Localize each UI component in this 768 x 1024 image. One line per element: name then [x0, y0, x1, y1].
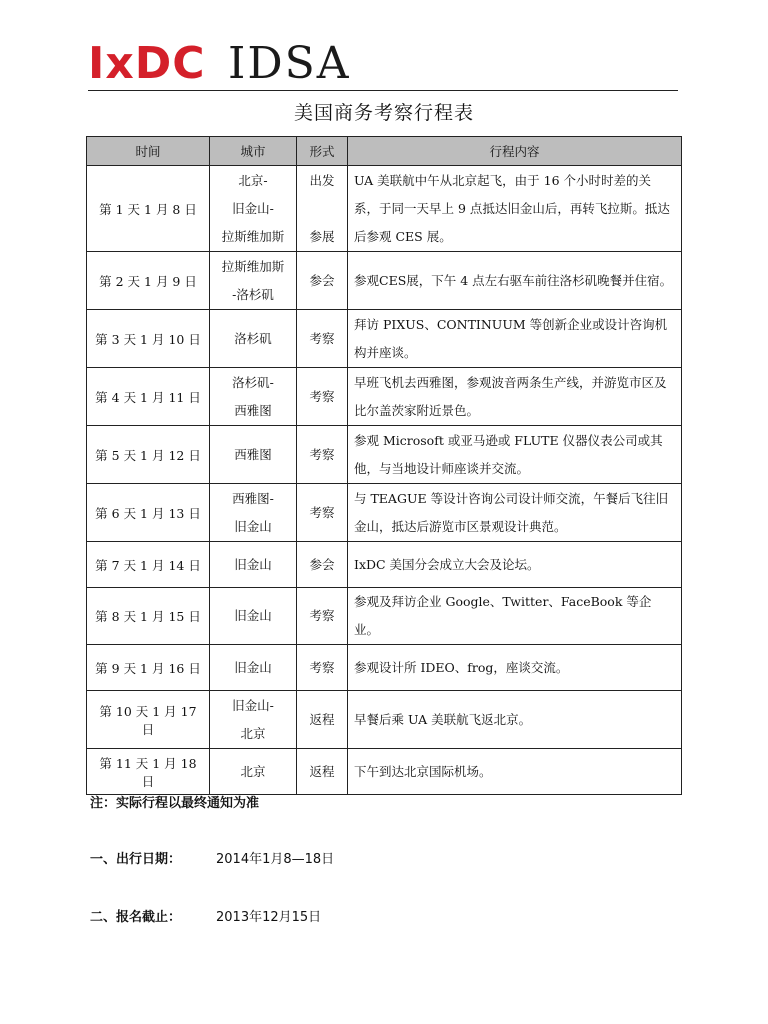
info-line-deadline: [90, 906, 322, 925]
cell-form: [297, 645, 348, 691]
city-line: 北京: [240, 763, 266, 779]
column-header-content: 行程内容: [348, 137, 682, 166]
form-line: 参会: [309, 556, 335, 572]
cell-content: 参观 Microsoft 或亚马逊或 FLUTE 仪器仪表公司或其他，与当地设计师座谈并交流。: [348, 426, 682, 484]
city-line: 旧金山: [234, 518, 272, 534]
cell-content: 参观及拜访企业 Google、Twitter、FaceBook 等企业。: [348, 588, 682, 645]
itinerary-table: [86, 136, 682, 795]
cell-content: IxDC 美国分会成立大会及论坛。: [348, 542, 682, 588]
city-line: 拉斯维加斯: [221, 228, 285, 244]
cell-city: [210, 368, 297, 426]
cell-form: [297, 542, 348, 588]
cell-content: 下午到达北京国际机场。: [348, 749, 682, 795]
cell-city: [210, 588, 297, 645]
cell-city: [210, 426, 297, 484]
cell-time: 第 11 天 1 月 18 日: [87, 749, 210, 795]
city-line: 西雅图: [234, 402, 272, 418]
idsa-logo: IDSA: [228, 38, 351, 89]
cell-content: 早餐后乘 UA 美联航飞返北京。: [348, 691, 682, 749]
cell-form: [297, 749, 348, 795]
form-line: 返程: [309, 711, 335, 727]
table-row: [87, 588, 682, 645]
cell-time: 第 6 天 1 月 13 日: [87, 484, 210, 542]
form-line: 出发: [309, 172, 335, 188]
table-row: [87, 252, 682, 310]
cell-content: 与 TEAGUE 等设计咨询公司设计师交流，午餐后飞往旧金山，抵达后游览市区景观设计典范。: [348, 484, 682, 542]
form-line: 参会: [309, 272, 335, 288]
info-line-departure: [90, 848, 335, 867]
cell-time: 第 3 天 1 月 10 日: [87, 310, 210, 368]
city-line: 旧金山-: [232, 697, 274, 713]
info-value: 2014年1月8—18日: [216, 852, 335, 867]
ixdc-logo: IxDC: [88, 38, 206, 89]
form-line: 考察: [309, 388, 335, 404]
table-header-row: [87, 137, 682, 166]
info-value: 2013年12月15日: [216, 910, 322, 925]
itinerary-note: 注：实际行程以最终通知为准: [90, 796, 260, 811]
cell-city: [210, 749, 297, 795]
form-line: 考察: [309, 446, 335, 462]
form-line: 考察: [309, 504, 335, 520]
cell-city: [210, 310, 297, 368]
cell-city: [210, 542, 297, 588]
logo-bar: [88, 38, 688, 89]
city-line: 拉斯维加斯: [221, 258, 285, 274]
city-line: 西雅图: [234, 446, 272, 462]
info-label: 一、出行日期：: [90, 852, 182, 867]
cell-form: [297, 310, 348, 368]
cell-content: UA 美联航中午从北京起飞，由于 16 个小时时差的关系，于同一天早上 9 点抵达旧金山后，再转飞拉斯。抵达后参观 CES 展。: [348, 166, 682, 252]
cell-time: 第 2 天 1 月 9 日: [87, 252, 210, 310]
cell-time: 第 7 天 1 月 14 日: [87, 542, 210, 588]
table-row: [87, 542, 682, 588]
column-header-form: 形式: [297, 137, 348, 166]
cell-form: [297, 166, 348, 252]
cell-form: [297, 691, 348, 749]
cell-content: 参观CES展，下午 4 点左右驱车前往洛杉矶晚餐并住宿。: [348, 252, 682, 310]
form-line: 参展: [309, 228, 335, 244]
cell-time: 第 4 天 1 月 11 日: [87, 368, 210, 426]
cell-city: [210, 691, 297, 749]
cell-time: 第 10 天 1 月 17 日: [87, 691, 210, 749]
city-line: 旧金山: [234, 556, 272, 572]
cell-form: [297, 252, 348, 310]
cell-form: [297, 368, 348, 426]
form-line: 考察: [309, 608, 335, 623]
table-row: [87, 166, 682, 252]
table-row: [87, 368, 682, 426]
cell-form: [297, 426, 348, 484]
cell-city: [210, 484, 297, 542]
column-header-time: 时间: [87, 137, 210, 166]
city-line: 北京-: [238, 172, 268, 188]
cell-time: 第 1 天 1 月 8 日: [87, 166, 210, 252]
city-line: 洛杉矶-: [232, 374, 274, 390]
table-row: [87, 645, 682, 691]
table-row: [87, 691, 682, 749]
table-row: [87, 310, 682, 368]
cell-time: 第 8 天 1 月 15 日: [87, 588, 210, 645]
cell-city: [210, 645, 297, 691]
header-divider: [88, 90, 678, 91]
city-line: 西雅图-: [232, 490, 274, 506]
cell-content: 拜访 PIXUS、CONTINUUM 等创新企业或设计咨询机构并座谈。: [348, 310, 682, 368]
cell-content: 参观设计所 IDEO、frog，座谈交流。: [348, 645, 682, 691]
cell-form: [297, 588, 348, 645]
cell-city: [210, 166, 297, 252]
city-line: 旧金山-: [232, 200, 274, 216]
cell-form: [297, 484, 348, 542]
table-row: [87, 749, 682, 795]
info-label: 二、报名截止：: [90, 910, 182, 925]
form-line: 考察: [309, 330, 335, 346]
table-row: [87, 484, 682, 542]
cell-time: 第 5 天 1 月 12 日: [87, 426, 210, 484]
cell-city: [210, 252, 297, 310]
form-line: [303, 195, 341, 223]
document-title: 美国商务考察行程表: [293, 102, 474, 124]
city-line: 洛杉矶: [234, 330, 272, 346]
form-line: 返程: [309, 763, 335, 779]
city-line: 旧金山: [234, 659, 272, 675]
cell-content: 早班飞机去西雅图，参观波音两条生产线，并游览市区及比尔盖茨家附近景色。: [348, 368, 682, 426]
column-header-city: 城市: [210, 137, 297, 166]
cell-time: 第 9 天 1 月 16 日: [87, 645, 210, 691]
city-line: 北京: [240, 725, 266, 741]
city-line: -洛杉矶: [232, 286, 274, 302]
city-line: 旧金山: [234, 608, 272, 623]
form-line: 考察: [309, 659, 335, 675]
table-row: [87, 426, 682, 484]
